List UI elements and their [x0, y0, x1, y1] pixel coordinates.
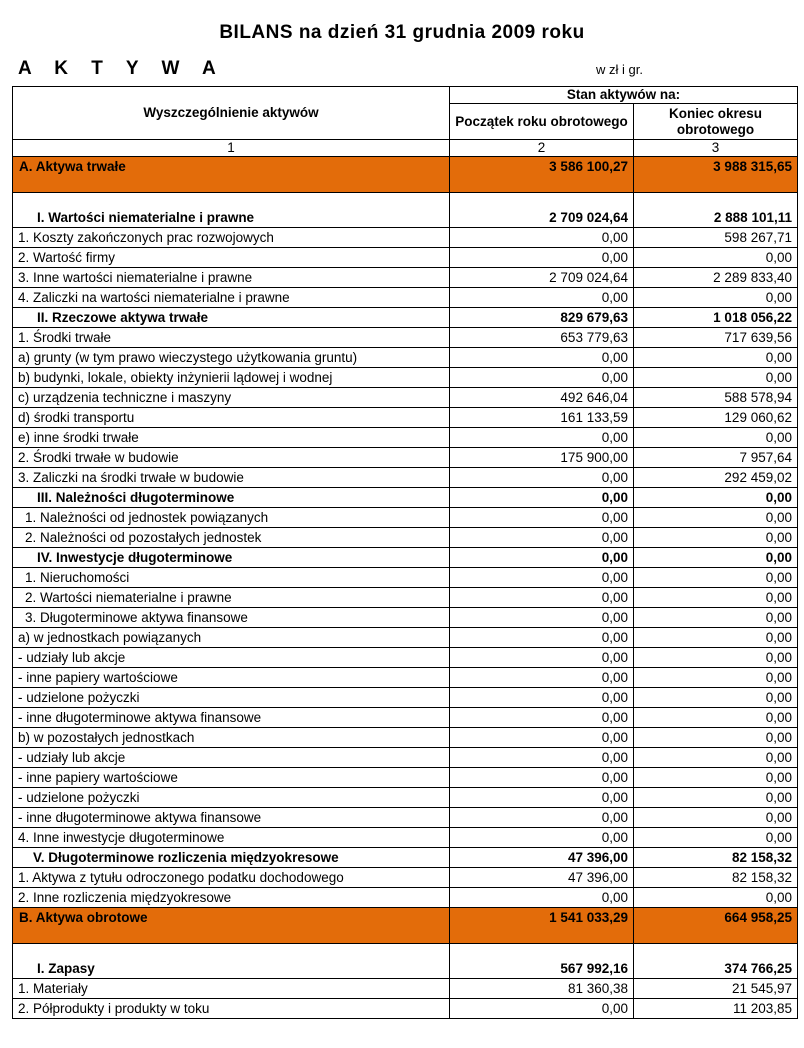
row-label: 2. Należności od pozostałych jednostek	[13, 528, 450, 548]
table-row	[13, 528, 798, 548]
row-label: - udzielone pożyczki	[13, 688, 450, 708]
row-label: 2. Środki trwałe w budowie	[13, 448, 450, 468]
table-row	[13, 228, 798, 248]
table-row	[13, 748, 798, 768]
table-row	[13, 944, 798, 979]
column-header-end: Koniec okresu obrotowego	[634, 104, 798, 140]
row-value-start: 161 133,59	[450, 408, 634, 428]
row-value-end: 374 766,25	[634, 944, 798, 979]
row-label: 2. Półprodukty i produkty w toku	[13, 999, 450, 1019]
row-value-start: 0,00	[450, 248, 634, 268]
table-header-row	[13, 87, 798, 104]
row-value-end: 0,00	[634, 668, 798, 688]
column-index-3: 3	[634, 140, 798, 157]
row-value-start: 2 709 024,64	[450, 193, 634, 228]
table-row	[13, 648, 798, 668]
row-value-end: 2 289 833,40	[634, 268, 798, 288]
document-title: BILANS na dzień 31 grudnia 2009 roku	[219, 22, 585, 43]
table-row	[13, 268, 798, 288]
row-value-start: 0,00	[450, 788, 634, 808]
row-label: V. Długoterminowe rozliczenia międzyokresowe	[13, 848, 450, 868]
table-row	[13, 979, 798, 999]
row-value-end: 0,00	[634, 348, 798, 368]
row-value-start: 2 709 024,64	[450, 268, 634, 288]
row-value-end: 2 888 101,11	[634, 193, 798, 228]
row-value-start: 0,00	[450, 228, 634, 248]
row-value-start: 0,00	[450, 708, 634, 728]
row-value-end: 717 639,56	[634, 328, 798, 348]
table-row	[13, 588, 798, 608]
row-value-end: 11 203,85	[634, 999, 798, 1019]
section-heading: A K T Y W A	[18, 58, 225, 79]
row-label: A. Aktywa trwałe	[13, 157, 450, 193]
row-label: - udziały lub akcje	[13, 748, 450, 768]
row-value-end: 0,00	[634, 548, 798, 568]
row-value-start: 0,00	[450, 588, 634, 608]
row-label: IV. Inwestycje długoterminowe	[13, 548, 450, 568]
row-value-end: 0,00	[634, 588, 798, 608]
row-value-end: 7 957,64	[634, 448, 798, 468]
column-index-row	[13, 140, 798, 157]
row-value-end: 0,00	[634, 828, 798, 848]
row-value-start: 81 360,38	[450, 979, 634, 999]
row-value-start: 0,00	[450, 428, 634, 448]
column-header-start: Początek roku obrotowego	[450, 104, 634, 140]
row-label: II. Rzeczowe aktywa trwałe	[13, 308, 450, 328]
row-value-start: 0,00	[450, 999, 634, 1019]
row-label: 3. Inne wartości niematerialne i prawne	[13, 268, 450, 288]
row-value-start: 829 679,63	[450, 308, 634, 328]
table-row	[13, 248, 798, 268]
row-value-start: 0,00	[450, 508, 634, 528]
table-row	[13, 448, 798, 468]
table-row	[13, 568, 798, 588]
row-value-end: 0,00	[634, 728, 798, 748]
row-label: a) w jednostkach powiązanych	[13, 628, 450, 648]
row-value-start: 47 396,00	[450, 848, 634, 868]
table-row	[13, 848, 798, 868]
table-row	[13, 508, 798, 528]
row-value-end: 0,00	[634, 288, 798, 308]
table-row	[13, 328, 798, 348]
column-group-header: Stan aktywów na:	[450, 87, 798, 104]
row-value-start: 1 541 033,29	[450, 908, 634, 944]
row-label: I. Zapasy	[13, 944, 450, 979]
row-value-start: 567 992,16	[450, 944, 634, 979]
row-value-start: 0,00	[450, 748, 634, 768]
row-label: e) inne środki trwałe	[13, 428, 450, 448]
row-value-start: 0,00	[450, 568, 634, 588]
row-value-end: 0,00	[634, 788, 798, 808]
row-value-end: 0,00	[634, 248, 798, 268]
row-label: 1. Materiały	[13, 979, 450, 999]
row-value-end: 292 459,02	[634, 468, 798, 488]
row-value-end: 664 958,25	[634, 908, 798, 944]
row-value-end: 0,00	[634, 488, 798, 508]
column-header-description: Wyszczególnienie aktywów	[13, 87, 450, 140]
table-row	[13, 628, 798, 648]
row-label: 4. Inne inwestycje długoterminowe	[13, 828, 450, 848]
balance-table	[12, 86, 798, 1019]
row-value-end: 0,00	[634, 748, 798, 768]
row-value-start: 492 646,04	[450, 388, 634, 408]
row-value-start: 0,00	[450, 648, 634, 668]
row-value-start: 175 900,00	[450, 448, 634, 468]
row-value-start: 0,00	[450, 608, 634, 628]
row-label: - inne długoterminowe aktywa finansowe	[13, 808, 450, 828]
table-row	[13, 157, 798, 193]
row-label: - inne papiery wartościowe	[13, 768, 450, 788]
row-value-start: 0,00	[450, 548, 634, 568]
row-label: d) środki transportu	[13, 408, 450, 428]
table-row	[13, 708, 798, 728]
row-value-end: 129 060,62	[634, 408, 798, 428]
table-row	[13, 728, 798, 748]
column-index-2: 2	[450, 140, 634, 157]
table-row	[13, 368, 798, 388]
row-value-end: 0,00	[634, 368, 798, 388]
table-row	[13, 828, 798, 848]
row-value-start: 0,00	[450, 688, 634, 708]
row-value-start: 0,00	[450, 628, 634, 648]
row-value-end: 0,00	[634, 688, 798, 708]
row-label: a) grunty (w tym prawo wieczystego użytkowania gruntu)	[13, 348, 450, 368]
row-value-start: 0,00	[450, 368, 634, 388]
row-value-start: 653 779,63	[450, 328, 634, 348]
row-label: 3. Długoterminowe aktywa finansowe	[13, 608, 450, 628]
row-value-end: 0,00	[634, 608, 798, 628]
row-value-end: 0,00	[634, 708, 798, 728]
table-row	[13, 999, 798, 1019]
row-value-end: 0,00	[634, 648, 798, 668]
table-row	[13, 768, 798, 788]
row-value-start: 0,00	[450, 528, 634, 548]
row-value-end: 588 578,94	[634, 388, 798, 408]
table-row	[13, 428, 798, 448]
row-value-end: 21 545,97	[634, 979, 798, 999]
row-label: - inne długoterminowe aktywa finansowe	[13, 708, 450, 728]
table-row	[13, 888, 798, 908]
row-value-start: 0,00	[450, 828, 634, 848]
row-label: 2. Wartości niematerialne i prawne	[13, 588, 450, 608]
row-label: 1. Środki trwałe	[13, 328, 450, 348]
row-value-end: 0,00	[634, 628, 798, 648]
row-label: III. Należności długoterminowe	[13, 488, 450, 508]
row-label: b) budynki, lokale, obiekty inżynierii lądowej i wodnej	[13, 368, 450, 388]
row-value-end: 598 267,71	[634, 228, 798, 248]
row-value-end: 0,00	[634, 508, 798, 528]
row-value-start: 0,00	[450, 888, 634, 908]
table-row	[13, 868, 798, 888]
row-value-end: 0,00	[634, 888, 798, 908]
row-label: b) w pozostałych jednostkach	[13, 728, 450, 748]
row-value-start: 0,00	[450, 768, 634, 788]
table-row	[13, 408, 798, 428]
table-row	[13, 193, 798, 228]
table-row	[13, 908, 798, 944]
table-row	[13, 688, 798, 708]
table-row	[13, 808, 798, 828]
row-label: 1. Aktywa z tytułu odroczonego podatku dochodowego	[13, 868, 450, 888]
table-row	[13, 548, 798, 568]
row-value-end: 0,00	[634, 808, 798, 828]
row-value-start: 0,00	[450, 348, 634, 368]
row-value-start: 0,00	[450, 668, 634, 688]
row-label: - udzielone pożyczki	[13, 788, 450, 808]
table-row	[13, 468, 798, 488]
row-value-start: 0,00	[450, 468, 634, 488]
row-label: 1. Koszty zakończonych prac rozwojowych	[13, 228, 450, 248]
row-value-end: 0,00	[634, 768, 798, 788]
row-label: 2. Inne rozliczenia międzyokresowe	[13, 888, 450, 908]
row-label: 1. Nieruchomości	[13, 568, 450, 588]
unit-note: w zł i gr.	[596, 62, 643, 77]
table-row	[13, 308, 798, 328]
table-row	[13, 388, 798, 408]
row-value-start: 3 586 100,27	[450, 157, 634, 193]
row-value-start: 47 396,00	[450, 868, 634, 888]
row-value-start: 0,00	[450, 288, 634, 308]
row-label: I. Wartości niematerialne i prawne	[13, 193, 450, 228]
row-label: - inne papiery wartościowe	[13, 668, 450, 688]
row-value-start: 0,00	[450, 808, 634, 828]
column-index-1: 1	[13, 140, 450, 157]
row-label: 3. Zaliczki na środki trwałe w budowie	[13, 468, 450, 488]
row-value-end: 82 158,32	[634, 848, 798, 868]
table-row	[13, 488, 798, 508]
row-label: 1. Należności od jednostek powiązanych	[13, 508, 450, 528]
table-row	[13, 608, 798, 628]
row-label: B. Aktywa obrotowe	[13, 908, 450, 944]
row-label: c) urządzenia techniczne i maszyny	[13, 388, 450, 408]
table-row	[13, 288, 798, 308]
table-row	[13, 348, 798, 368]
row-value-start: 0,00	[450, 488, 634, 508]
row-value-end: 0,00	[634, 528, 798, 548]
row-value-end: 1 018 056,22	[634, 308, 798, 328]
table-row	[13, 668, 798, 688]
row-label: - udziały lub akcje	[13, 648, 450, 668]
table-row	[13, 788, 798, 808]
row-label: 2. Wartość firmy	[13, 248, 450, 268]
row-value-end: 3 988 315,65	[634, 157, 798, 193]
row-label: 4. Zaliczki na wartości niematerialne i prawne	[13, 288, 450, 308]
row-value-end: 82 158,32	[634, 868, 798, 888]
row-value-end: 0,00	[634, 568, 798, 588]
row-value-end: 0,00	[634, 428, 798, 448]
row-value-start: 0,00	[450, 728, 634, 748]
